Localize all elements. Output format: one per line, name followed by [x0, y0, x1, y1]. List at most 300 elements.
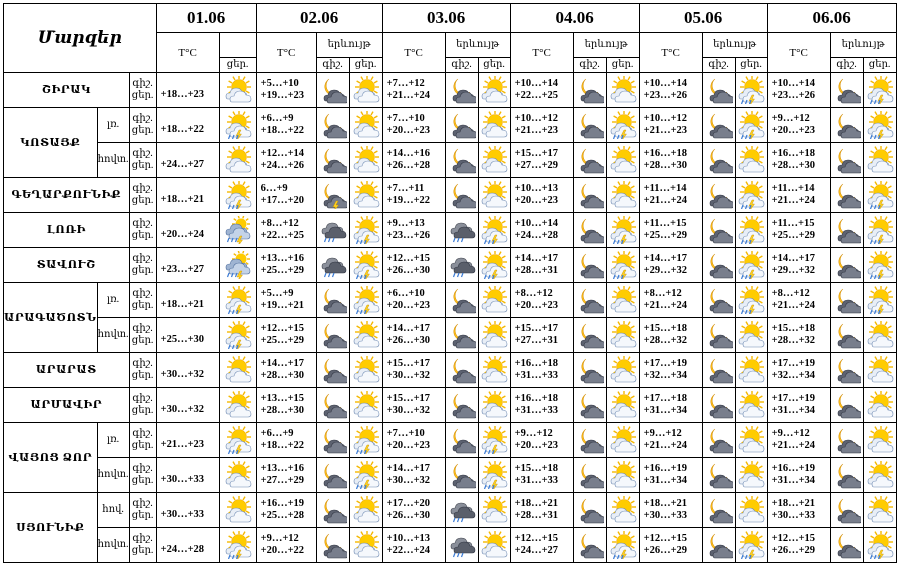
moon-cloud-icon	[702, 458, 735, 493]
moon-cloud-icon	[702, 143, 735, 178]
sun-storm-icon	[735, 108, 767, 143]
moon-cloud-icon	[573, 423, 606, 458]
day-subheader: ցեր.	[606, 58, 639, 73]
day-subheader: ցեր.	[219, 58, 256, 73]
zone-label: հովտ.	[97, 458, 129, 493]
night-day-label: գիշ. ցեր.	[129, 248, 156, 283]
table-row	[4, 388, 897, 423]
moon-cloud-icon	[830, 178, 863, 213]
table-row	[4, 73, 897, 108]
temp-range: +25…+30	[156, 318, 219, 353]
sun-cloud-icon	[606, 458, 639, 493]
moon-cloud-icon	[702, 423, 735, 458]
zone-label: հովտ.	[97, 143, 129, 178]
sun-cloud-icon	[478, 493, 510, 528]
night-day-label: գիշ. ցեր.	[129, 493, 156, 528]
sun-cloud-icon	[478, 178, 510, 213]
temp-range: +7…+10 +20…+23	[382, 423, 445, 458]
moon-cloud-icon	[702, 493, 735, 528]
temp-range: +16…+18 +28…+30	[639, 143, 702, 178]
temp-range: +11…+14 +21…+24	[639, 178, 702, 213]
moon-cloud-icon	[702, 213, 735, 248]
sun-cloud-icon	[349, 178, 382, 213]
moon-cloud-icon	[830, 528, 863, 563]
temp-range: +10…+13 +20…+23	[510, 178, 573, 213]
date-header: 04.06	[510, 4, 639, 33]
temp-range: +7…+10 +20…+23	[382, 108, 445, 143]
night-day-label: գիշ. ցեր.	[129, 213, 156, 248]
sun-storm-icon	[606, 213, 639, 248]
moon-cloud-icon	[573, 213, 606, 248]
sun-cloud-icon	[606, 73, 639, 108]
day-subheader: ցեր.	[735, 58, 767, 73]
temp-range: +10…+14 +23…+26	[767, 73, 830, 108]
rain-storm-icon	[219, 248, 256, 283]
moon-cloud-icon	[573, 178, 606, 213]
phenomenon-header: երևույթ	[316, 33, 382, 58]
sun-cloud-icon	[735, 353, 767, 388]
sun-cloud-icon	[219, 458, 256, 493]
region-name: ՍՅՈՒՆԻՔ	[4, 493, 98, 563]
sun-cloud-icon	[606, 353, 639, 388]
sun-cloud-icon	[219, 73, 256, 108]
date-header: 03.06	[382, 4, 510, 33]
zone-label: հով.	[97, 493, 129, 528]
temp-range: +9…+12 +20…+23	[767, 108, 830, 143]
phenomenon-header: երևույթ	[445, 33, 510, 58]
region-name: ՎԱՅՈՑ ՁՈՐ	[4, 423, 98, 493]
temp-range: +10…+14 +22…+25	[510, 73, 573, 108]
moon-cloud-icon	[445, 458, 478, 493]
moon-cloud-icon	[702, 318, 735, 353]
moon-cloud-icon	[445, 388, 478, 423]
moon-cloud-icon	[830, 353, 863, 388]
table-row	[4, 353, 897, 388]
temp-range: +30…+32	[156, 388, 219, 423]
moon-cloud-icon	[702, 178, 735, 213]
table-row	[4, 108, 897, 143]
sun-cloud-icon	[863, 318, 896, 353]
moon-cloud-icon	[445, 143, 478, 178]
temp-range: +30…+33	[156, 493, 219, 528]
phenomenon-header: երևույթ	[830, 33, 896, 58]
sun-storm-icon	[349, 423, 382, 458]
sun-cloud-icon	[219, 493, 256, 528]
temp-range: +18…+22	[156, 108, 219, 143]
sun-cloud-icon	[735, 143, 767, 178]
sun-cloud-icon	[863, 143, 896, 178]
sun-cloud-icon	[863, 458, 896, 493]
moon-cloud-icon	[445, 73, 478, 108]
day-subheader: ցեր.	[349, 58, 382, 73]
temp-range: +16…+19 +31…+34	[639, 458, 702, 493]
sun-storm-icon	[349, 458, 382, 493]
zone-label: լռ.	[97, 283, 129, 318]
date-header: 06.06	[767, 4, 896, 33]
table-row	[4, 528, 897, 563]
storm-cloud-icon	[445, 493, 478, 528]
temp-range: +17…+19 +32…+34	[639, 353, 702, 388]
temp-range: +12…+14 +24…+26	[256, 143, 316, 178]
temp-range: +24…+28	[156, 528, 219, 563]
moon-cloud-icon	[830, 73, 863, 108]
sun-cloud-icon	[478, 73, 510, 108]
sun-storm-icon	[863, 108, 896, 143]
night-day-label: գիշ. ցեր.	[129, 528, 156, 563]
night-day-label: գիշ. ցեր.	[129, 353, 156, 388]
sun-storm-icon	[478, 458, 510, 493]
temp-range: +10…+14 +24…+28	[510, 213, 573, 248]
sun-cloud-icon	[478, 388, 510, 423]
temp-range: +14…+17 +26…+30	[382, 318, 445, 353]
table-row	[4, 213, 897, 248]
sun-cloud-icon	[735, 458, 767, 493]
temp-range: +30…+33	[156, 458, 219, 493]
table-row	[4, 493, 897, 528]
moon-cloud-icon	[830, 493, 863, 528]
table-row	[4, 143, 897, 178]
moon-cloud-icon	[316, 388, 349, 423]
temp-header: T°C	[767, 33, 830, 73]
temp-range: +17…+19 +31…+34	[767, 388, 830, 423]
zone-label: լռ.	[97, 108, 129, 143]
sun-cloud-icon	[863, 388, 896, 423]
moon-cloud-icon	[573, 73, 606, 108]
temp-range: +13…+16 +27…+29	[256, 458, 316, 493]
moon-cloud-icon	[316, 493, 349, 528]
temp-range: +14…+17 +30…+32	[382, 458, 445, 493]
temp-range: +12…+15 +26…+29	[639, 528, 702, 563]
moon-cloud-icon	[830, 388, 863, 423]
phenomenon-header: երևույթ	[702, 33, 767, 58]
sun-storm-icon	[219, 283, 256, 318]
region-name: ՇԻՐԱԿ	[4, 73, 130, 108]
temp-range: +15…+17 +30…+32	[382, 353, 445, 388]
phenomenon-header: երևույթ	[573, 33, 639, 58]
sun-cloud-icon	[863, 493, 896, 528]
sun-cloud-icon	[478, 143, 510, 178]
date-header: 02.06	[256, 4, 382, 33]
temp-range: +10…+13 +22…+24	[382, 528, 445, 563]
sun-cloud-icon	[349, 318, 382, 353]
temp-range: +8…+12 +20…+23	[510, 283, 573, 318]
temp-range: +14…+17 +29…+32	[639, 248, 702, 283]
table-row	[4, 423, 897, 458]
table-row	[4, 283, 897, 318]
sun-cloud-icon	[606, 388, 639, 423]
moon-cloud-icon	[830, 213, 863, 248]
table-row	[4, 178, 897, 213]
sun-storm-icon	[606, 108, 639, 143]
temp-range: +7…+11 +19…+22	[382, 178, 445, 213]
moon-cloud-icon	[445, 178, 478, 213]
night-day-label: գիշ. ցեր.	[129, 458, 156, 493]
temp-range: +8…+12 +21…+24	[767, 283, 830, 318]
sun-cloud-icon	[349, 108, 382, 143]
temp-range: +16…+18 +31…+33	[510, 353, 573, 388]
sun-cloud-icon	[219, 388, 256, 423]
sun-cloud-icon	[219, 143, 256, 178]
temp-range: +15…+18 +28…+32	[767, 318, 830, 353]
sun-storm-icon	[219, 318, 256, 353]
moon-cloud-icon	[573, 528, 606, 563]
sun-storm-icon	[735, 213, 767, 248]
moon-cloud-icon	[702, 528, 735, 563]
table-row	[4, 318, 897, 353]
sun-cloud-icon	[478, 353, 510, 388]
temp-range: +18…+21	[156, 283, 219, 318]
storm-cloud-icon	[445, 213, 478, 248]
sun-cloud-icon	[606, 493, 639, 528]
night-day-label: գիշ. ցեր.	[129, 178, 156, 213]
temp-range: +8…+12 +22…+25	[256, 213, 316, 248]
temp-range: +11…+15 +25…+29	[767, 213, 830, 248]
sun-cloud-icon	[349, 73, 382, 108]
region-name: ԼՈՌԻ	[4, 213, 130, 248]
temp-header: T°C	[156, 33, 219, 73]
temp-range: +9…+12 +21…+24	[639, 423, 702, 458]
sun-storm-icon	[863, 73, 896, 108]
region-name: ՏԱՎՈՒՇ	[4, 248, 130, 283]
temp-range: +15…+17 +27…+29	[510, 143, 573, 178]
night-subheader: գիշ.	[445, 58, 478, 73]
night-day-label: գիշ. ցեր.	[129, 283, 156, 318]
night-day-label: գիշ. ցեր.	[129, 143, 156, 178]
sun-cloud-icon	[735, 388, 767, 423]
sun-storm-icon	[349, 213, 382, 248]
temp-range: +13…+15 +28…+30	[256, 388, 316, 423]
temp-range: +18…+21	[156, 178, 219, 213]
moon-cloud-icon	[702, 353, 735, 388]
sun-storm-icon	[606, 528, 639, 563]
moon-cloud-icon	[702, 108, 735, 143]
moon-cloud-icon	[316, 458, 349, 493]
moon-cloud-icon	[445, 283, 478, 318]
moon-cloud-icon	[316, 283, 349, 318]
sun-storm-icon	[478, 213, 510, 248]
moon-cloud-icon	[573, 108, 606, 143]
night-subheader: գիշ.	[830, 58, 863, 73]
temp-range: +18…+21 +30…+33	[767, 493, 830, 528]
moon-cloud-icon	[573, 283, 606, 318]
temp-range: +5…+10 +19…+23	[256, 73, 316, 108]
night-day-label: գիշ. ցեր.	[129, 388, 156, 423]
sun-cloud-icon	[219, 353, 256, 388]
sun-storm-icon	[735, 178, 767, 213]
sun-cloud-icon	[349, 493, 382, 528]
moon-cloud-icon	[573, 248, 606, 283]
zone-label: հովտ.	[97, 318, 129, 353]
temp-range: +10…+12 +21…+23	[639, 108, 702, 143]
moon-cloud-icon	[830, 108, 863, 143]
temp-range: +10…+14 +23…+26	[639, 73, 702, 108]
temp-range: +21…+23	[156, 423, 219, 458]
night-day-label: գիշ. ցեր.	[129, 108, 156, 143]
region-name: ԱՐՄԱՎԻՐ	[4, 388, 130, 423]
temp-range: +12…+15 +25…+29	[256, 318, 316, 353]
temp-range: +11…+14 +21…+24	[767, 178, 830, 213]
date-header: 05.06	[639, 4, 767, 33]
temp-range: +15…+18 +28…+32	[639, 318, 702, 353]
temp-range: +17…+20 +26…+30	[382, 493, 445, 528]
temp-range: +23…+27	[156, 248, 219, 283]
region-name: ԳԵՂԱՐՔՈՒՆԻՔ	[4, 178, 130, 213]
night-day-label: գիշ. ցեր.	[129, 318, 156, 353]
temp-range: +9…+12 +21…+24	[767, 423, 830, 458]
moon-cloud-icon	[830, 458, 863, 493]
temp-range: +8…+12 +21…+24	[639, 283, 702, 318]
temp-range: +9…+12 +20…+22	[256, 528, 316, 563]
sun-cloud-icon	[606, 283, 639, 318]
sun-storm-icon	[863, 528, 896, 563]
sun-storm-icon	[219, 178, 256, 213]
moon-cloud-icon	[573, 353, 606, 388]
temp-header: T°C	[510, 33, 573, 73]
moon-cloud-icon	[445, 353, 478, 388]
day-subheader: ցեր.	[863, 58, 896, 73]
moon-cloud-icon	[573, 318, 606, 353]
sun-storm-icon	[219, 528, 256, 563]
moon-cloud-icon	[445, 423, 478, 458]
region-name: ԱՐԱՐԱՏ	[4, 353, 130, 388]
sun-cloud-icon	[863, 423, 896, 458]
sun-storm-icon	[735, 528, 767, 563]
moon-cloud-icon	[573, 493, 606, 528]
temp-header: T°C	[382, 33, 445, 73]
temp-range: +14…+17 +28…+31	[510, 248, 573, 283]
sun-storm-icon	[478, 423, 510, 458]
temp-range: +11…+15 +25…+29	[639, 213, 702, 248]
region-name: ԱՐԱԳԱԾՈՏՆ	[4, 283, 98, 353]
temp-range: +15…+17 +30…+32	[382, 388, 445, 423]
table-row	[4, 458, 897, 493]
sun-storm-icon	[478, 248, 510, 283]
temp-range: +13…+16 +25…+29	[256, 248, 316, 283]
region-name: ԿՈՏԱՅՔ	[4, 108, 98, 178]
moon-cloud-icon	[573, 143, 606, 178]
temp-range: +12…+15 +26…+30	[382, 248, 445, 283]
night-subheader: գիշ.	[702, 58, 735, 73]
moon-cloud-icon	[830, 283, 863, 318]
temp-range: 6…+9 +17…+20	[256, 178, 316, 213]
sun-cloud-icon	[478, 108, 510, 143]
storm-cloud-icon	[445, 248, 478, 283]
moon-storm-icon	[316, 178, 349, 213]
temp-range: +7…+12 +21…+24	[382, 73, 445, 108]
sun-cloud-icon	[606, 318, 639, 353]
day-subheader: ցեր.	[478, 58, 510, 73]
zone-label: հովտ.	[97, 528, 129, 563]
night-day-label: գիշ. ցեր.	[129, 73, 156, 108]
forecast-table	[3, 3, 897, 563]
sun-cloud-icon	[478, 528, 510, 563]
moon-cloud-icon	[830, 423, 863, 458]
sun-cloud-icon	[735, 493, 767, 528]
temp-range: +17…+18 +31…+34	[639, 388, 702, 423]
moon-cloud-icon	[445, 108, 478, 143]
temp-range: +24…+27	[156, 143, 219, 178]
moon-cloud-icon	[702, 248, 735, 283]
sun-cloud-icon	[735, 318, 767, 353]
moon-cloud-icon	[830, 318, 863, 353]
sun-storm-icon	[349, 248, 382, 283]
sun-cloud-icon	[735, 423, 767, 458]
sun-cloud-icon	[478, 283, 510, 318]
temp-range: +9…+13 +23…+26	[382, 213, 445, 248]
sun-storm-icon	[863, 283, 896, 318]
temp-range: +15…+18 +31…+33	[510, 458, 573, 493]
temp-range: +6…+9 +18…+22	[256, 108, 316, 143]
regions-header: Մարզեր	[4, 4, 157, 73]
sun-storm-icon	[863, 248, 896, 283]
moon-cloud-icon	[316, 423, 349, 458]
table-row	[4, 248, 897, 283]
sun-storm-icon	[735, 73, 767, 108]
temp-range: +14…+17 +29…+32	[767, 248, 830, 283]
sun-storm-icon	[219, 108, 256, 143]
temp-header: T°C	[256, 33, 316, 73]
temp-range: +5…+9 +19…+21	[256, 283, 316, 318]
zone-label: լռ.	[97, 423, 129, 458]
moon-cloud-icon	[316, 73, 349, 108]
moon-cloud-icon	[702, 388, 735, 423]
storm-cloud-icon	[316, 248, 349, 283]
storm-cloud-icon	[316, 213, 349, 248]
sun-storm-icon	[863, 213, 896, 248]
moon-cloud-icon	[316, 108, 349, 143]
sun-storm-icon	[606, 248, 639, 283]
temp-range: +17…+19 +32…+34	[767, 353, 830, 388]
sun-storm-icon	[349, 283, 382, 318]
phenomenon-header	[219, 33, 256, 58]
temp-range: +14…+16 +26…+28	[382, 143, 445, 178]
sun-cloud-icon	[478, 318, 510, 353]
night-subheader: գիշ.	[316, 58, 349, 73]
temp-header: T°C	[639, 33, 702, 73]
sun-storm-icon	[863, 178, 896, 213]
moon-cloud-icon	[316, 318, 349, 353]
sun-storm-icon	[735, 283, 767, 318]
temp-range: +10…+12 +21…+23	[510, 108, 573, 143]
temp-range: +6…+9 +18…+22	[256, 423, 316, 458]
temp-range: +18…+21 +30…+33	[639, 493, 702, 528]
moon-cloud-icon	[573, 458, 606, 493]
temp-range: +14…+17 +28…+30	[256, 353, 316, 388]
sun-cloud-icon	[349, 388, 382, 423]
sun-cloud-icon	[349, 143, 382, 178]
temp-range: +9…+12 +20…+23	[510, 423, 573, 458]
temp-range: +15…+17 +27…+31	[510, 318, 573, 353]
storm-cloud-icon	[445, 528, 478, 563]
moon-cloud-icon	[316, 353, 349, 388]
temp-range: +18…+23	[156, 73, 219, 108]
moon-cloud-icon	[702, 73, 735, 108]
rain-storm-icon	[219, 213, 256, 248]
moon-cloud-icon	[445, 318, 478, 353]
temp-range: +12…+15 +26…+29	[767, 528, 830, 563]
sun-cloud-icon	[606, 143, 639, 178]
moon-cloud-icon	[573, 388, 606, 423]
temp-range: +30…+32	[156, 353, 219, 388]
temp-range: +20…+24	[156, 213, 219, 248]
sun-cloud-icon	[349, 528, 382, 563]
night-subheader: գիշ.	[573, 58, 606, 73]
sun-cloud-icon	[606, 423, 639, 458]
date-header: 01.06	[156, 4, 256, 33]
sun-cloud-icon	[349, 353, 382, 388]
temp-range: +16…+18 +31…+33	[510, 388, 573, 423]
temp-range: +12…+15 +24…+27	[510, 528, 573, 563]
